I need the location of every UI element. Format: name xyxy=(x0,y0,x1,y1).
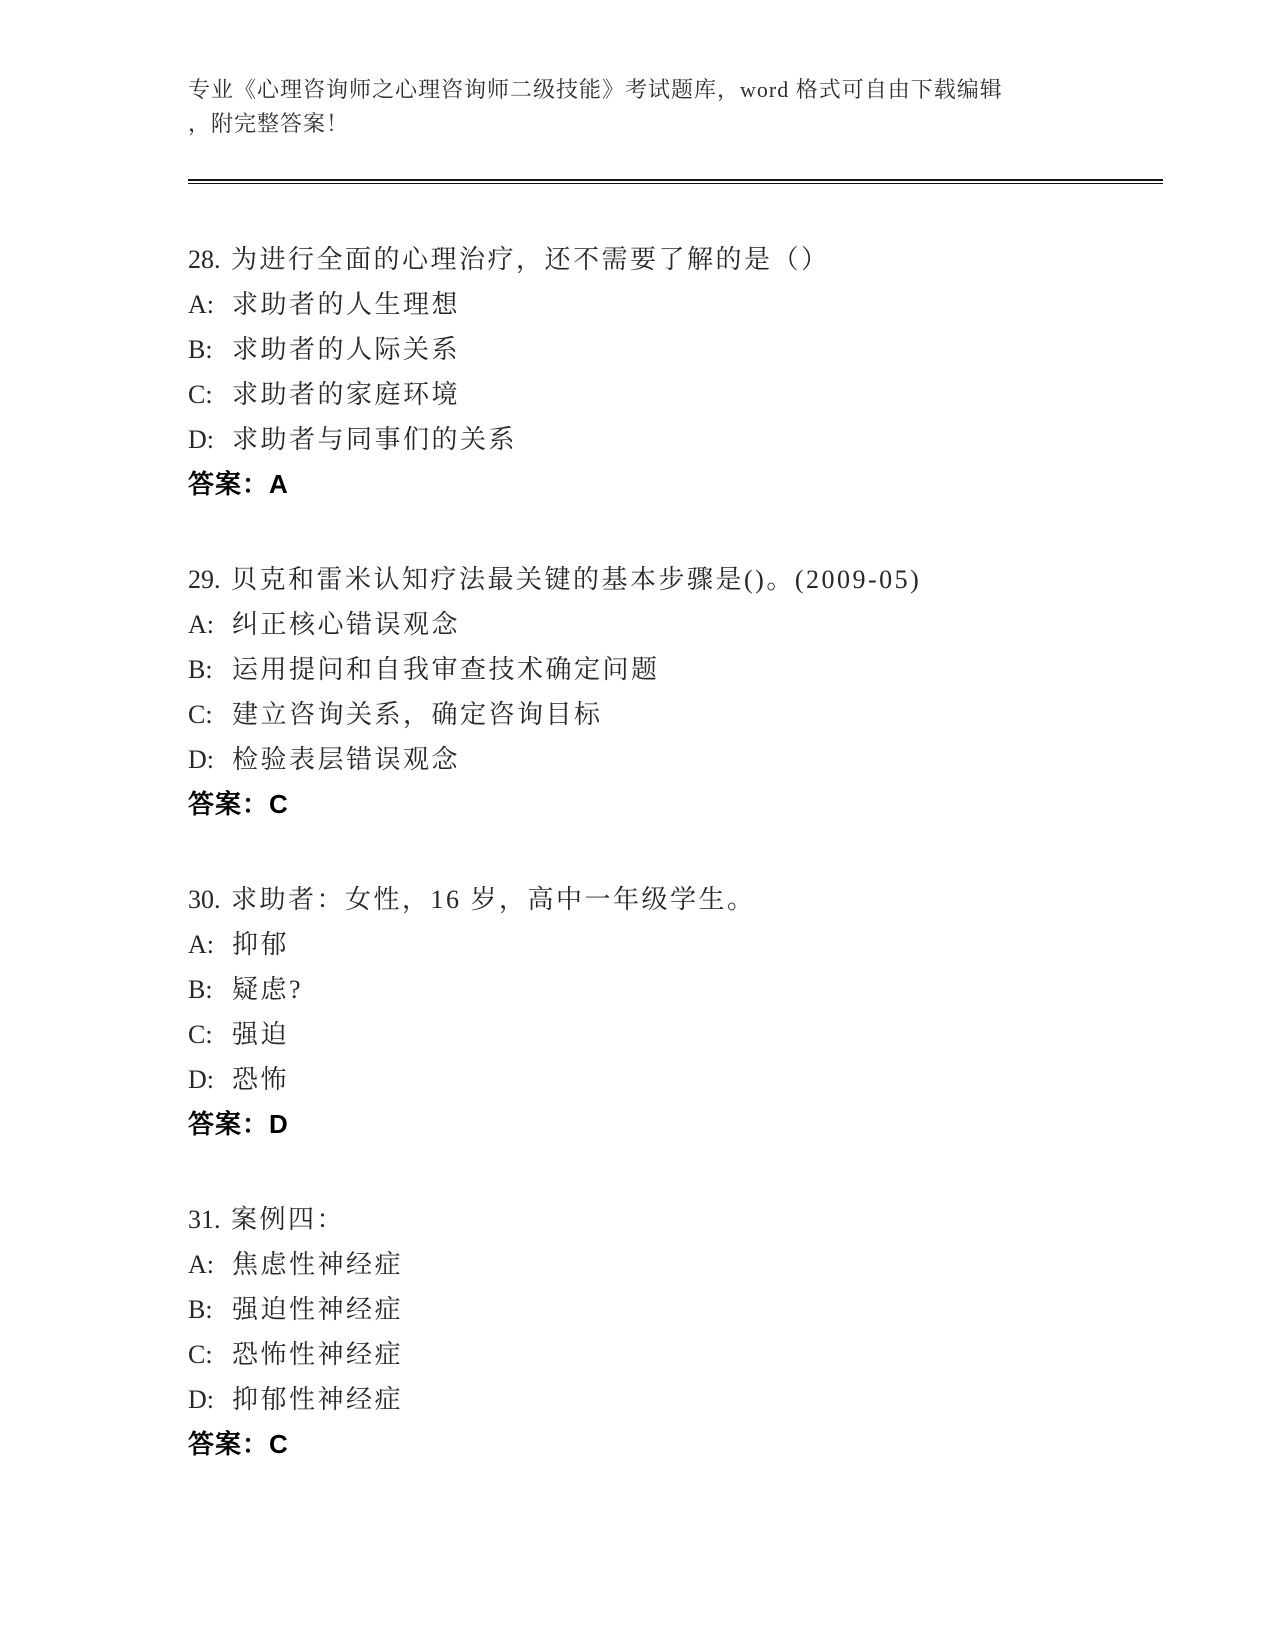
option-row xyxy=(188,1287,1168,1332)
option-label: C: xyxy=(188,380,213,409)
option-row xyxy=(188,1012,1168,1057)
option-row xyxy=(188,327,1168,372)
option-text: 恐怖性神经症 xyxy=(232,1340,404,1369)
option-text: 求助者与同事们的关系 xyxy=(232,425,518,454)
option-row xyxy=(188,737,1168,782)
option-row xyxy=(188,922,1168,967)
option-label: D: xyxy=(188,745,214,774)
document-header xyxy=(188,73,1168,141)
option-label: A: xyxy=(188,290,214,319)
answer-row xyxy=(188,782,1168,827)
option-label: C: xyxy=(188,1020,213,1049)
question-block-28 xyxy=(188,237,1168,507)
question-text: 案例四： xyxy=(231,1205,346,1234)
header-line-1: 专业《心理咨询师之心理咨询师二级技能》考试题库，word 格式可自由下载编辑 xyxy=(188,77,1003,102)
option-label: C: xyxy=(188,1340,213,1369)
option-row xyxy=(188,1242,1168,1287)
answer-row xyxy=(188,462,1168,507)
option-text: 检验表层错误观念 xyxy=(232,745,461,774)
option-text: 纠正核心错误观念 xyxy=(232,610,461,639)
option-label: B: xyxy=(188,335,213,364)
option-row xyxy=(188,967,1168,1012)
option-row xyxy=(188,692,1168,737)
answer-prefix: 答案： xyxy=(188,1429,270,1459)
option-text: 抑郁 xyxy=(232,930,290,959)
question-title xyxy=(188,557,1168,602)
header-divider xyxy=(188,179,1163,184)
question-block-31 xyxy=(188,1197,1168,1467)
question-text: 贝克和雷米认知疗法最关键的基本步骤是()。(2009-05) xyxy=(231,565,922,594)
question-number: 28. xyxy=(188,245,221,274)
option-text: 焦虑性神经症 xyxy=(232,1250,404,1279)
question-number: 29. xyxy=(188,565,221,594)
option-text: 强迫 xyxy=(232,1020,290,1049)
option-text: 运用提问和自我审查技术确定问题 xyxy=(232,655,660,684)
option-label: D: xyxy=(188,1065,214,1094)
option-row xyxy=(188,372,1168,417)
option-label: A: xyxy=(188,930,214,959)
option-text: 建立咨询关系，确定咨询目标 xyxy=(232,700,603,729)
header-line-2: ，附完整答案！ xyxy=(188,111,350,136)
option-label: B: xyxy=(188,655,213,684)
option-text: 恐怖 xyxy=(232,1065,290,1094)
option-text: 求助者的人际关系 xyxy=(232,335,461,364)
answer-letter: A xyxy=(269,469,289,499)
option-row xyxy=(188,1377,1168,1422)
option-text: 强迫性神经症 xyxy=(232,1295,404,1324)
option-row xyxy=(188,647,1168,692)
option-row xyxy=(188,1057,1168,1102)
question-number: 30. xyxy=(188,885,221,914)
question-title xyxy=(188,237,1168,282)
answer-row xyxy=(188,1422,1168,1467)
option-text: 疑虑? xyxy=(232,975,304,1004)
question-block-29 xyxy=(188,557,1168,827)
option-label: B: xyxy=(188,975,213,1004)
option-label: A: xyxy=(188,1250,214,1279)
question-title xyxy=(188,877,1168,922)
answer-row xyxy=(188,1102,1168,1147)
option-text: 求助者的人生理想 xyxy=(232,290,461,319)
option-label: A: xyxy=(188,610,214,639)
option-label: C: xyxy=(188,700,213,729)
question-text: 求助者：女性，16 岁，高中一年级学生。 xyxy=(231,885,756,914)
answer-letter: C xyxy=(269,789,289,819)
option-text: 抑郁性神经症 xyxy=(232,1385,404,1414)
answer-letter: D xyxy=(269,1109,289,1139)
option-label: D: xyxy=(188,1385,214,1414)
answer-prefix: 答案： xyxy=(188,789,270,819)
question-text: 为进行全面的心理治疗，还不需要了解的是（） xyxy=(231,245,830,274)
option-label: D: xyxy=(188,425,214,454)
option-row xyxy=(188,417,1168,462)
option-row xyxy=(188,602,1168,647)
option-row xyxy=(188,1332,1168,1377)
answer-letter: C xyxy=(269,1429,289,1459)
answer-prefix: 答案： xyxy=(188,469,270,499)
answer-prefix: 答案： xyxy=(188,1109,270,1139)
option-row xyxy=(188,282,1168,327)
question-title xyxy=(188,1197,1168,1242)
option-label: B: xyxy=(188,1295,213,1324)
page-content xyxy=(188,0,1168,1467)
question-block-30 xyxy=(188,877,1168,1147)
question-number: 31. xyxy=(188,1205,221,1234)
option-text: 求助者的家庭环境 xyxy=(232,380,461,409)
